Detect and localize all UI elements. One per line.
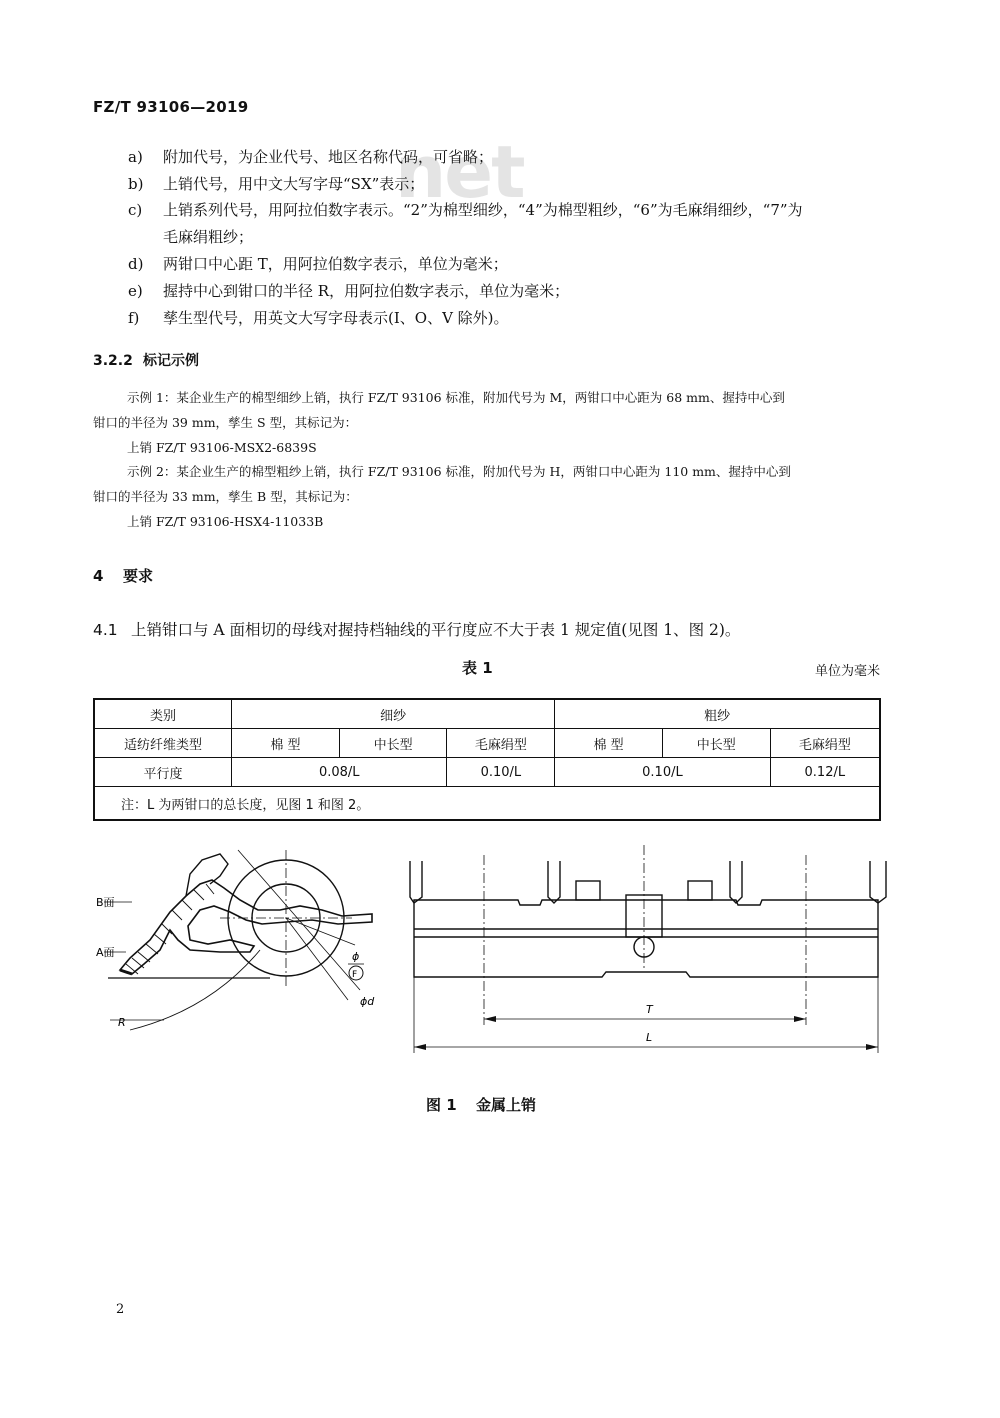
list-item-c (128, 199, 803, 221)
figure-cross-section (90, 840, 390, 1040)
list-item-label: c) (128, 201, 143, 219)
section-title: 要求 (123, 567, 154, 585)
figure-title: 金属上销 (476, 1096, 537, 1114)
table-cell: 棉 型 (555, 729, 663, 758)
example1-mark: 上销 FZ/T 93106-MSX2-6839S (127, 440, 317, 455)
table-1 (93, 698, 881, 821)
figure-caption (426, 1094, 536, 1115)
table-row (94, 699, 880, 729)
example2-mark: 上销 FZ/T 93106-HSX4-11033B (127, 514, 324, 529)
list-item-label: e) (128, 282, 143, 300)
table-cell: 中长型 (662, 729, 770, 758)
clause-4-1 (93, 618, 740, 640)
list-item-a (128, 146, 493, 168)
table-cell: 0.08/L (232, 758, 447, 787)
list-item-c-continuation: 毛麻绢粗纱； (163, 228, 254, 246)
table-row (94, 787, 880, 821)
table-cell: 平行度 (94, 758, 232, 787)
section-title: 标记示例 (143, 353, 199, 369)
table-cell: 毛麻绢型 (770, 729, 880, 758)
figure-number: 图 1 (426, 1096, 457, 1114)
clause-number: 4.1 (93, 621, 118, 639)
section-number: 4 (93, 567, 104, 585)
table-cell: 棉 型 (232, 729, 340, 758)
table-unit: 单位为毫米 (814, 664, 880, 679)
list-item-text: 握持中心到钳口的半径 R，用阿拉伯数字表示，单位为毫米； (163, 282, 570, 300)
table-cell: 毛麻绢型 (447, 729, 555, 758)
label-phi: ϕ (352, 950, 360, 963)
label-t: T (646, 1003, 653, 1016)
list-item-label: d) (128, 255, 144, 273)
figure-front-view (400, 845, 890, 1060)
standard-code-header: FZ/T 93106—2019 (93, 98, 249, 116)
clause-text: 上销钳口与 A 面相切的母线对握持档轴线的平行度应不大于表 1 规定值(见图 1、图 2)。 (131, 621, 741, 639)
table-header-cell: 粗纱 (555, 699, 880, 729)
list-item-b (128, 173, 424, 195)
table-cell: 中长型 (339, 729, 447, 758)
table-cell: 0.10/L (555, 758, 770, 787)
list-item-label: b) (128, 175, 144, 193)
table-note: 注：L 为两钳口的总长度，见图 1 和图 2。 (94, 787, 880, 821)
list-item-label: f) (128, 309, 140, 327)
section-heading-322 (93, 350, 199, 370)
list-item-text: 上销代号，用中文大写字母“SX”表示； (163, 175, 425, 193)
table-row (94, 758, 880, 787)
table-header-cell: 细纱 (232, 699, 555, 729)
label-l: L (646, 1031, 653, 1044)
label-b-face: B面 (96, 896, 115, 909)
label-f: F (352, 970, 358, 980)
table-header-cell: 类别 (94, 699, 232, 729)
example2-line2: 钳口的半径为 33 mm，孳生 B 型，其标记为： (93, 489, 358, 504)
list-item-text: 孳生型代号，用英文大写字母表示(I、O、V 除外)。 (163, 309, 509, 327)
page-number: 2 (116, 1302, 125, 1317)
list-item-e (128, 280, 569, 302)
list-item-f (128, 307, 509, 329)
section-number: 3.2.2 (93, 353, 133, 369)
table-cell: 适纺纤维类型 (94, 729, 232, 758)
table-caption: 表 1 (462, 659, 493, 677)
list-item-text: 上销系列代号，用阿拉伯数字表示。“2”为棉型细纱，“4”为棉型粗纱，“6”为毛麻绢细纱，“7”为 (163, 201, 803, 219)
table-cell: 0.10/L (447, 758, 555, 787)
watermark: net (395, 130, 524, 214)
section-heading-4 (93, 565, 153, 586)
example1-line2: 钳口的半径为 39 mm，孳生 S 型，其标记为： (93, 415, 358, 430)
list-item-text: 两钳口中心距 T，用阿拉伯数字表示，单位为毫米； (163, 255, 508, 273)
list-item-label: a) (128, 148, 143, 166)
example1-line1: 示例 1：某企业生产的棉型细纱上销，执行 FZ/T 93106 标准，附加代号为 M，两钳口中心距为 68 mm、握持中心到 (127, 390, 785, 405)
label-phid: ϕd (360, 995, 375, 1008)
table-row (94, 729, 880, 758)
list-item-d (128, 253, 508, 275)
table-cell: 0.12/L (770, 758, 880, 787)
list-item-text: 附加代号，为企业代号、地区名称代码，可省略； (163, 148, 494, 166)
label-a-face: A面 (96, 946, 115, 959)
label-r: R (118, 1016, 126, 1029)
example2-line1: 示例 2：某企业生产的棉型粗纱上销，执行 FZ/T 93106 标准，附加代号为 H，两钳口中心距为 110 mm、握持中心到 (127, 464, 791, 479)
